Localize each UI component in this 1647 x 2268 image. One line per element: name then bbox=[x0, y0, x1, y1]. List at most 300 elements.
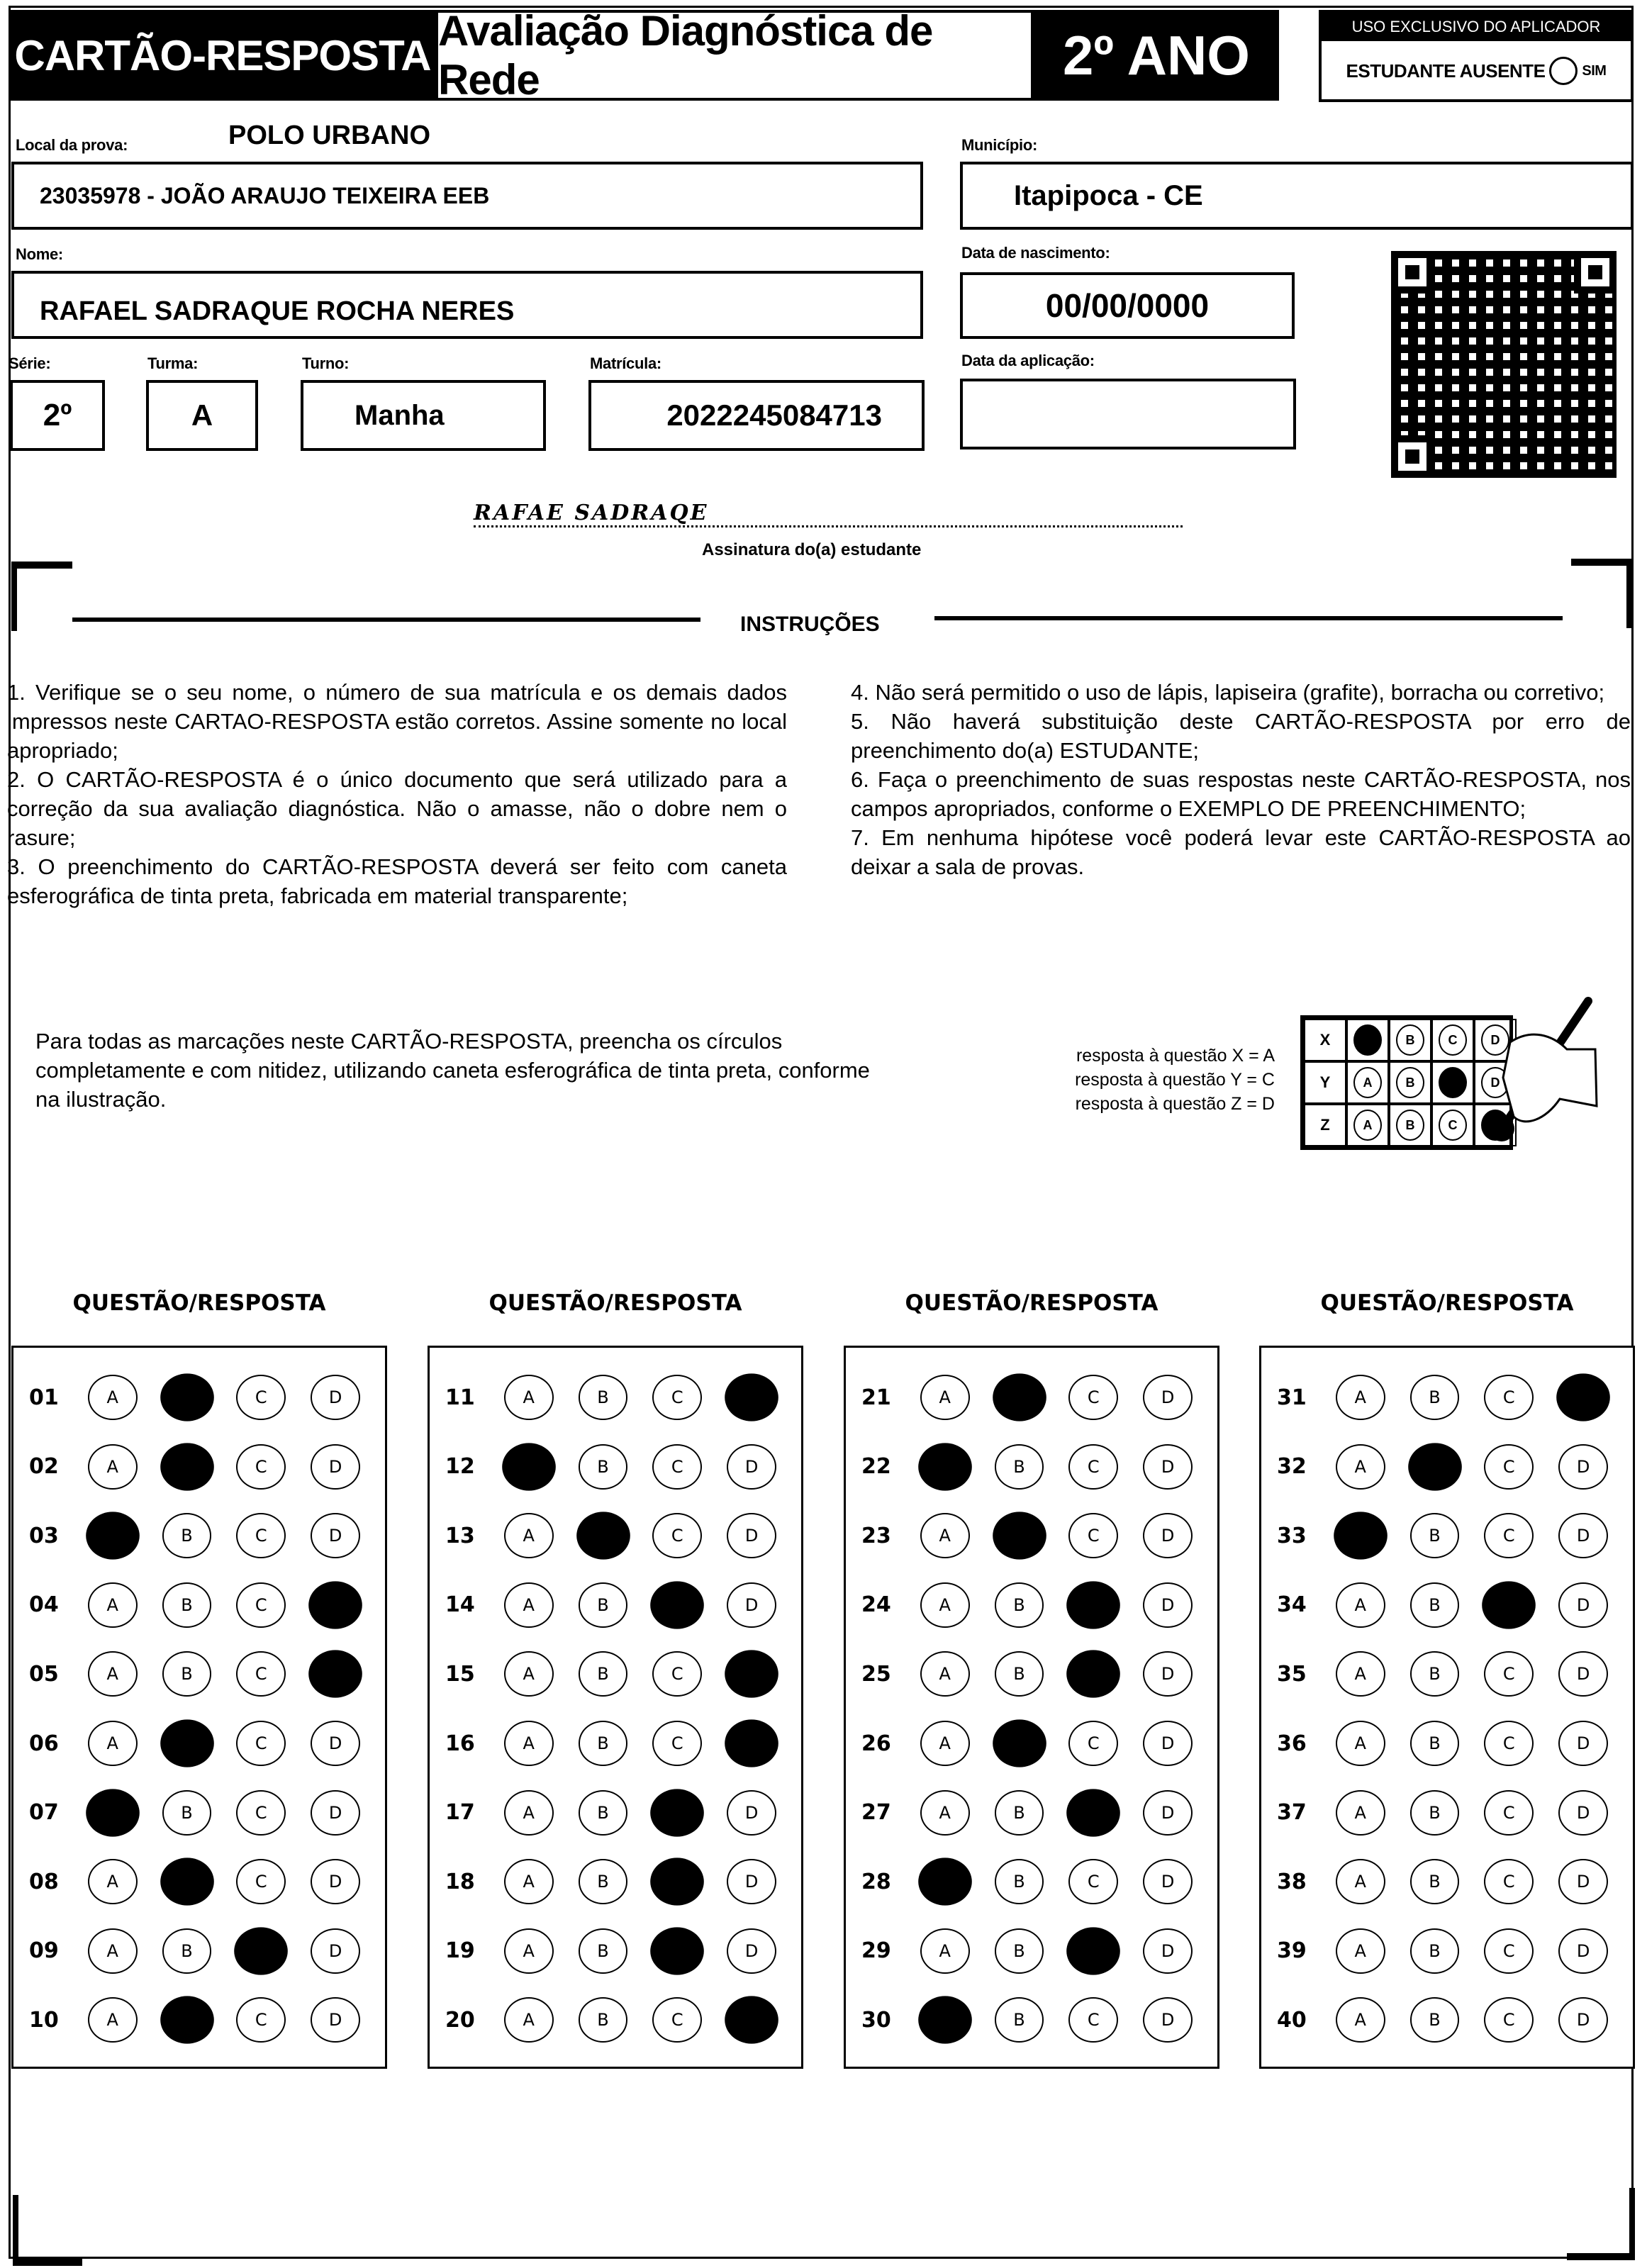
question-row bbox=[1261, 1853, 1633, 1910]
answer-bubble-a[interactable]: A bbox=[504, 1859, 554, 1904]
question-number: 08 bbox=[29, 1869, 59, 1894]
local-label: Local da prova: bbox=[16, 136, 128, 154]
answer-bubble-d[interactable]: D bbox=[727, 1790, 776, 1836]
answer-bubble-a[interactable]: A bbox=[504, 1928, 554, 1974]
grade-title: 2º ANO bbox=[1034, 10, 1279, 101]
applicator-box bbox=[1319, 10, 1634, 102]
answer-bubble-a[interactable]: A bbox=[1336, 1721, 1385, 1766]
question-row bbox=[1261, 1439, 1633, 1495]
answer-bubble-d[interactable] bbox=[725, 1373, 778, 1421]
aplicacao-field[interactable] bbox=[960, 379, 1296, 449]
question-row bbox=[13, 1992, 385, 2048]
answer-bubble-b[interactable] bbox=[160, 1996, 213, 2044]
answer-bubble-d[interactable]: D bbox=[1143, 1375, 1193, 1420]
answer-bubble-d[interactable]: D bbox=[1558, 1721, 1608, 1766]
question-number: 23 bbox=[861, 1523, 891, 1548]
answer-bubble-a[interactable]: A bbox=[88, 1928, 138, 1974]
answer-bubble-b[interactable]: B bbox=[1410, 1721, 1460, 1766]
example-line: resposta à questão Z = D bbox=[1075, 1094, 1275, 1114]
turno-value: Manha bbox=[354, 399, 445, 431]
answer-bubble-d[interactable]: D bbox=[1558, 1513, 1608, 1558]
answer-bubble-d[interactable]: D bbox=[311, 1513, 360, 1558]
question-number: 25 bbox=[861, 1661, 891, 1687]
corner-mark-top-left bbox=[11, 562, 72, 631]
question-row bbox=[1261, 1784, 1633, 1841]
answer-bubble-c[interactable]: C bbox=[236, 1859, 286, 1904]
answer-bubble-c[interactable]: C bbox=[1484, 1444, 1534, 1490]
answer-bubble-b[interactable]: B bbox=[1410, 1928, 1460, 1974]
example-bubble bbox=[1353, 1024, 1382, 1056]
example-cell bbox=[1389, 1061, 1431, 1104]
local-value: 23035978 - JOÃO ARAUJO TEIXEIRA EEB bbox=[40, 182, 490, 208]
question-number: 32 bbox=[1277, 1454, 1307, 1480]
answer-bubble-c[interactable] bbox=[1067, 1581, 1120, 1629]
local-region: POLO URBANO bbox=[228, 121, 430, 150]
answer-bubble-d[interactable]: D bbox=[1558, 1997, 1608, 2043]
answer-bubble-b[interactable]: B bbox=[579, 1721, 628, 1766]
block-header: QUESTÃO/RESPOSTA bbox=[905, 1290, 1159, 1316]
answer-bubble-c[interactable] bbox=[651, 1927, 704, 1974]
serie-value: 2º bbox=[43, 398, 72, 432]
question-number: 01 bbox=[29, 1385, 59, 1410]
answer-bubble-a[interactable]: A bbox=[920, 1790, 970, 1836]
question-number: 28 bbox=[861, 1869, 891, 1894]
answer-bubble-c[interactable]: C bbox=[1484, 1721, 1534, 1766]
answer-bubble-a[interactable] bbox=[86, 1512, 139, 1560]
example-row-label: Z bbox=[1304, 1104, 1346, 1146]
answer-bubble-d[interactable]: D bbox=[1143, 1928, 1193, 1974]
answer-bubble-c[interactable]: C bbox=[1484, 1859, 1534, 1904]
answer-bubble-a[interactable]: A bbox=[504, 1721, 554, 1766]
question-row bbox=[13, 1577, 385, 1633]
answer-bubble-a[interactable] bbox=[918, 1443, 971, 1490]
answer-bubble-a[interactable]: A bbox=[88, 1859, 138, 1904]
example-bubble: B bbox=[1396, 1067, 1424, 1098]
question-number: 30 bbox=[861, 2007, 891, 2033]
answer-bubble-a[interactable]: A bbox=[920, 1582, 970, 1628]
answer-bubble-c[interactable] bbox=[1067, 1927, 1120, 1974]
answer-bubble-a[interactable]: A bbox=[1336, 1997, 1385, 2043]
question-row bbox=[846, 1577, 1217, 1633]
answer-bubble-b[interactable]: B bbox=[1410, 1513, 1460, 1558]
question-row bbox=[1261, 1923, 1633, 1979]
answer-bubble-d[interactable]: D bbox=[1143, 1651, 1193, 1697]
example-line: resposta à questão Y = C bbox=[1075, 1070, 1275, 1090]
example-cell bbox=[1346, 1019, 1389, 1061]
question-number: 12 bbox=[445, 1454, 475, 1480]
answer-bubble-b[interactable]: B bbox=[579, 1582, 628, 1628]
answer-bubble-b[interactable] bbox=[160, 1858, 213, 1906]
answer-bubble-a[interactable]: A bbox=[504, 1582, 554, 1628]
answer-bubble-c[interactable]: C bbox=[1484, 1513, 1534, 1558]
answer-bubble-b[interactable]: B bbox=[579, 1444, 628, 1490]
example-bubble: D bbox=[1481, 1024, 1509, 1056]
applicator-title: USO EXCLUSIVO DO APLICADOR bbox=[1322, 13, 1631, 41]
municipio-label: Município: bbox=[961, 136, 1037, 154]
question-row bbox=[846, 1992, 1217, 2048]
question-row bbox=[846, 1439, 1217, 1495]
aplicacao-label: Data da aplicação: bbox=[961, 352, 1095, 369]
answer-bubble-c[interactable] bbox=[1067, 1650, 1120, 1698]
answer-bubble-b[interactable]: B bbox=[579, 1997, 628, 2043]
question-row bbox=[13, 1923, 385, 1979]
answer-bubble-c[interactable]: C bbox=[236, 1721, 286, 1766]
answer-bubble-d[interactable]: D bbox=[1143, 1997, 1193, 2043]
question-number: 09 bbox=[29, 1938, 59, 1964]
question-row bbox=[430, 1784, 801, 1841]
answer-bubble-a[interactable] bbox=[502, 1443, 555, 1490]
answer-bubble-d[interactable] bbox=[308, 1581, 362, 1629]
question-number: 03 bbox=[29, 1523, 59, 1548]
answer-bubble-a[interactable]: A bbox=[1336, 1444, 1385, 1490]
answer-bubble-d[interactable]: D bbox=[727, 1928, 776, 1974]
example-bubble: A bbox=[1353, 1110, 1382, 1141]
answer-bubble-b[interactable]: B bbox=[1410, 1582, 1460, 1628]
answer-bubble-a[interactable]: A bbox=[504, 1513, 554, 1558]
answer-bubble-a[interactable]: A bbox=[504, 1651, 554, 1697]
local-field bbox=[11, 162, 923, 230]
answer-bubble-d[interactable]: D bbox=[311, 1859, 360, 1904]
answer-bubble-b[interactable]: B bbox=[579, 1859, 628, 1904]
corner-mark-bottom-left bbox=[13, 2195, 82, 2266]
answer-bubble-a[interactable]: A bbox=[88, 1582, 138, 1628]
answer-bubble-a[interactable]: A bbox=[88, 1997, 138, 2043]
answer-bubble-b[interactable]: B bbox=[995, 1997, 1044, 2043]
turma-value: A bbox=[191, 398, 213, 432]
answer-bubble-c[interactable]: C bbox=[1484, 1928, 1534, 1974]
instruction-item: 3. O preenchimento do CARTÃO-RESPOSTA deverá ser feito com caneta esferográfica de tinta preta, fabricada em material transparente; bbox=[7, 854, 787, 908]
question-row bbox=[846, 1507, 1217, 1564]
absent-bubble[interactable] bbox=[1549, 57, 1578, 85]
answer-bubble-b[interactable]: B bbox=[579, 1790, 628, 1836]
answer-bubble-a[interactable]: A bbox=[1336, 1375, 1385, 1420]
answer-bubble-b[interactable] bbox=[993, 1373, 1046, 1421]
answer-bubble-c[interactable]: C bbox=[652, 1651, 702, 1697]
example-row-label: X bbox=[1304, 1019, 1346, 1061]
answer-bubble-c[interactable]: C bbox=[1068, 1444, 1118, 1490]
answer-bubble-a[interactable]: A bbox=[1336, 1790, 1385, 1836]
answer-bubble-b[interactable] bbox=[160, 1719, 213, 1767]
answer-bubble-d[interactable]: D bbox=[311, 1790, 360, 1836]
answer-bubble-d[interactable]: D bbox=[727, 1582, 776, 1628]
answer-bubble-c[interactable]: C bbox=[1484, 1651, 1534, 1697]
block-header: QUESTÃO/RESPOSTA bbox=[1320, 1290, 1574, 1316]
instruction-item: 7. Em nenhuma hipótese você poderá levar este CARTÃO-RESPOSTA ao deixar a sala de provas. bbox=[851, 825, 1631, 879]
answer-bubble-a[interactable]: A bbox=[920, 1721, 970, 1766]
answer-bubble-d[interactable]: D bbox=[311, 1444, 360, 1490]
answer-bubble-c[interactable]: C bbox=[236, 1997, 286, 2043]
serie-label: Série: bbox=[9, 354, 51, 372]
hand-pen-icon bbox=[1461, 993, 1602, 1149]
answer-bubble-b[interactable]: B bbox=[1410, 1859, 1460, 1904]
instructions-rule-left bbox=[72, 618, 700, 622]
answer-bubble-b[interactable] bbox=[160, 1443, 213, 1490]
answer-bubble-a[interactable]: A bbox=[88, 1651, 138, 1697]
instruction-item: 5. Não haverá substituição deste CARTÃO-RESPOSTA por erro de preenchimento do(a) ESTUDANTE; bbox=[851, 709, 1631, 763]
question-number: 20 bbox=[445, 2007, 475, 2033]
example-line: resposta à questão X = A bbox=[1076, 1046, 1275, 1066]
answer-bubble-a[interactable]: A bbox=[1336, 1928, 1385, 1974]
answer-bubble-d[interactable] bbox=[725, 1719, 778, 1767]
answer-bubble-d[interactable]: D bbox=[1558, 1790, 1608, 1836]
answer-bubble-c[interactable]: C bbox=[236, 1582, 286, 1628]
example-bubble: C bbox=[1439, 1110, 1467, 1141]
question-number: 27 bbox=[861, 1800, 891, 1826]
answer-bubble-c[interactable]: C bbox=[236, 1651, 286, 1697]
question-row bbox=[430, 1646, 801, 1702]
instructions-rule-right bbox=[934, 616, 1563, 620]
question-number: 36 bbox=[1277, 1731, 1307, 1756]
answer-bubble-b[interactable]: B bbox=[1410, 1997, 1460, 2043]
question-number: 16 bbox=[445, 1731, 475, 1756]
question-number: 21 bbox=[861, 1385, 891, 1410]
answer-bubble-a[interactable]: A bbox=[88, 1375, 138, 1420]
question-number: 34 bbox=[1277, 1592, 1307, 1618]
answer-bubble-d[interactable]: D bbox=[1143, 1582, 1193, 1628]
answer-bubble-c[interactable]: C bbox=[236, 1513, 286, 1558]
question-row bbox=[13, 1784, 385, 1841]
question-number: 18 bbox=[445, 1869, 475, 1894]
question-row bbox=[430, 1923, 801, 1979]
question-row bbox=[430, 1439, 801, 1495]
instructions-right bbox=[851, 678, 1631, 881]
answer-bubble-a[interactable] bbox=[1334, 1512, 1387, 1560]
answer-bubble-c[interactable]: C bbox=[652, 1375, 702, 1420]
matricula-label: Matrícula: bbox=[590, 354, 661, 372]
answer-bubble-c[interactable]: C bbox=[236, 1375, 286, 1420]
corner-mark-bottom-right bbox=[1567, 2188, 1635, 2260]
answer-bubble-a[interactable]: A bbox=[88, 1721, 138, 1766]
answer-bubble-d[interactable] bbox=[725, 1996, 778, 2044]
question-number: 26 bbox=[861, 1731, 891, 1756]
answer-bubble-b[interactable]: B bbox=[1410, 1651, 1460, 1697]
serie-field bbox=[10, 380, 105, 451]
answer-bubble-b[interactable]: B bbox=[162, 1513, 212, 1558]
instructions-title: INSTRUÇÕES bbox=[740, 613, 880, 636]
question-row bbox=[1261, 1507, 1633, 1564]
question-number: 07 bbox=[29, 1800, 59, 1826]
answer-bubble-a[interactable]: A bbox=[504, 1375, 554, 1420]
question-row bbox=[1261, 1577, 1633, 1633]
answer-bubble-d[interactable]: D bbox=[1143, 1513, 1193, 1558]
answer-bubble-b[interactable]: B bbox=[579, 1928, 628, 1974]
answer-bubble-b[interactable] bbox=[576, 1512, 630, 1560]
answer-bubble-c[interactable] bbox=[1483, 1581, 1536, 1629]
answer-bubble-a[interactable]: A bbox=[920, 1375, 970, 1420]
answer-bubble-c[interactable]: C bbox=[236, 1444, 286, 1490]
nascimento-label: Data de nascimento: bbox=[961, 244, 1110, 262]
answer-bubble-b[interactable] bbox=[993, 1512, 1046, 1560]
answer-bubble-d[interactable]: D bbox=[311, 1375, 360, 1420]
turno-label: Turno: bbox=[302, 354, 350, 372]
answer-bubble-d[interactable]: D bbox=[1143, 1859, 1193, 1904]
question-number: 39 bbox=[1277, 1938, 1307, 1964]
absent-option-label: SIM bbox=[1582, 62, 1607, 79]
municipio-field bbox=[960, 162, 1634, 230]
answer-bubble-b[interactable] bbox=[993, 1719, 1046, 1767]
question-number: 06 bbox=[29, 1731, 59, 1756]
answer-bubble-a[interactable]: A bbox=[504, 1790, 554, 1836]
answer-bubble-a[interactable] bbox=[918, 1858, 971, 1906]
answer-bubble-b[interactable]: B bbox=[1410, 1375, 1460, 1420]
question-row bbox=[13, 1439, 385, 1495]
answer-bubble-a[interactable]: A bbox=[920, 1513, 970, 1558]
question-row bbox=[846, 1715, 1217, 1772]
answer-bubble-c[interactable]: C bbox=[652, 1513, 702, 1558]
answer-bubble-b[interactable]: B bbox=[162, 1790, 212, 1836]
answer-block-2 bbox=[428, 1346, 803, 2069]
answer-bubble-b[interactable]: B bbox=[995, 1928, 1044, 1974]
answer-bubble-d[interactable]: D bbox=[727, 1444, 776, 1490]
signature-line[interactable] bbox=[474, 501, 1183, 527]
answer-bubble-a[interactable]: A bbox=[920, 1651, 970, 1697]
answer-bubble-d[interactable] bbox=[725, 1650, 778, 1698]
answer-bubble-c[interactable]: C bbox=[652, 1997, 702, 2043]
answer-bubble-b[interactable]: B bbox=[995, 1790, 1044, 1836]
question-row bbox=[846, 1853, 1217, 1910]
answer-bubble-c[interactable]: C bbox=[1068, 1997, 1118, 2043]
question-number: 14 bbox=[445, 1592, 475, 1618]
exam-title: Avaliação Diagnóstica de Rede bbox=[435, 10, 1034, 101]
answer-bubble-a[interactable] bbox=[86, 1789, 139, 1836]
example-cell bbox=[1389, 1019, 1431, 1061]
question-number: 13 bbox=[445, 1523, 475, 1548]
instruction-item: 6. Faça o preenchimento de suas respostas neste CARTÃO-RESPOSTA, nos campos apropriados, conforme o EXEMPLO DE PREENCHIMENTO; bbox=[851, 767, 1631, 821]
answer-bubble-c[interactable]: C bbox=[1484, 1375, 1534, 1420]
matricula-value: 2022245084713 bbox=[666, 398, 882, 432]
answer-bubble-b[interactable] bbox=[1408, 1443, 1461, 1490]
answer-bubble-b[interactable]: B bbox=[995, 1651, 1044, 1697]
question-number: 35 bbox=[1277, 1661, 1307, 1687]
answer-bubble-c[interactable]: C bbox=[1068, 1721, 1118, 1766]
answer-bubble-d[interactable] bbox=[1556, 1373, 1609, 1421]
answer-bubble-d[interactable]: D bbox=[1558, 1444, 1608, 1490]
answer-bubble-a[interactable]: A bbox=[1336, 1651, 1385, 1697]
example-bubble: B bbox=[1396, 1110, 1424, 1141]
example-cell bbox=[1346, 1061, 1389, 1104]
answer-bubble-a[interactable]: A bbox=[1336, 1859, 1385, 1904]
answer-block-3 bbox=[844, 1346, 1219, 2069]
answer-bubble-d[interactable]: D bbox=[727, 1859, 776, 1904]
nome-value: RAFAEL SADRAQUE ROCHA NERES bbox=[40, 296, 515, 326]
question-row bbox=[1261, 1992, 1633, 2048]
answer-bubble-d[interactable]: D bbox=[1558, 1928, 1608, 1974]
qr-code bbox=[1391, 251, 1617, 478]
question-number: 24 bbox=[861, 1592, 891, 1618]
answer-bubble-d[interactable]: D bbox=[1558, 1582, 1608, 1628]
answer-bubble-b[interactable]: B bbox=[995, 1859, 1044, 1904]
answer-bubble-d[interactable]: D bbox=[1558, 1859, 1608, 1904]
answer-bubble-b[interactable]: B bbox=[995, 1444, 1044, 1490]
answer-bubble-a[interactable]: A bbox=[920, 1928, 970, 1974]
absent-label: ESTUDANTE AUSENTE bbox=[1346, 60, 1546, 82]
answer-bubble-b[interactable]: B bbox=[1410, 1790, 1460, 1836]
answer-bubble-a[interactable]: A bbox=[88, 1444, 138, 1490]
question-number: 29 bbox=[861, 1938, 891, 1964]
question-row bbox=[846, 1784, 1217, 1841]
nome-label: Nome: bbox=[16, 245, 63, 263]
answer-bubble-b[interactable]: B bbox=[995, 1582, 1044, 1628]
question-row bbox=[430, 1715, 801, 1772]
answer-bubble-c[interactable]: C bbox=[1068, 1375, 1118, 1420]
answer-bubble-c[interactable] bbox=[235, 1927, 288, 1974]
question-row bbox=[13, 1853, 385, 1910]
example-row-label: Y bbox=[1304, 1061, 1346, 1104]
answer-bubble-b[interactable]: B bbox=[579, 1375, 628, 1420]
answer-bubble-a[interactable]: A bbox=[504, 1997, 554, 2043]
answer-bubble-c[interactable] bbox=[1067, 1789, 1120, 1836]
answer-bubble-c[interactable]: C bbox=[1484, 1790, 1534, 1836]
answer-bubble-d[interactable]: D bbox=[1143, 1444, 1193, 1490]
question-row bbox=[13, 1507, 385, 1564]
question-row bbox=[1261, 1646, 1633, 1702]
example-bubble: A bbox=[1353, 1067, 1382, 1098]
example-bubble: C bbox=[1439, 1024, 1467, 1056]
answer-bubble-d[interactable]: D bbox=[1143, 1790, 1193, 1836]
instruction-item: 2. O CARTÃO-RESPOSTA é o único documento que será utilizado para a correção da sua avaliação diagnóstica. Não o amasse, não o dobre nem o rasure; bbox=[7, 767, 787, 850]
answer-bubble-d[interactable] bbox=[308, 1650, 362, 1698]
answer-bubble-c[interactable]: C bbox=[1484, 1997, 1534, 2043]
answer-bubble-c[interactable]: C bbox=[1068, 1859, 1118, 1904]
answer-bubble-a[interactable]: A bbox=[1336, 1582, 1385, 1628]
answer-bubble-c[interactable] bbox=[651, 1858, 704, 1906]
answer-bubble-d[interactable]: D bbox=[311, 1928, 360, 1974]
answer-bubble-c[interactable]: C bbox=[1068, 1513, 1118, 1558]
answer-bubble-b[interactable]: B bbox=[162, 1651, 212, 1697]
nascimento-field bbox=[960, 272, 1295, 339]
question-row bbox=[430, 1992, 801, 2048]
question-number: 15 bbox=[445, 1661, 475, 1687]
question-number: 11 bbox=[445, 1385, 475, 1410]
answer-bubble-d[interactable]: D bbox=[311, 1997, 360, 2043]
signature-caption: Assinatura do(a) estudante bbox=[702, 540, 922, 559]
question-number: 10 bbox=[29, 2007, 59, 2033]
question-number: 02 bbox=[29, 1454, 59, 1480]
question-number: 37 bbox=[1277, 1800, 1307, 1826]
answer-bubble-d[interactable]: D bbox=[1143, 1721, 1193, 1766]
answer-bubble-d[interactable]: D bbox=[311, 1721, 360, 1766]
nome-field bbox=[11, 271, 923, 339]
answer-bubble-c[interactable]: C bbox=[652, 1721, 702, 1766]
answer-bubble-c[interactable]: C bbox=[236, 1790, 286, 1836]
question-row bbox=[430, 1577, 801, 1633]
answer-bubble-b[interactable]: B bbox=[579, 1651, 628, 1697]
answer-bubble-c[interactable] bbox=[651, 1581, 704, 1629]
answer-bubble-d[interactable]: D bbox=[1558, 1651, 1608, 1697]
question-number: 33 bbox=[1277, 1523, 1307, 1548]
question-row bbox=[430, 1853, 801, 1910]
instructions-left bbox=[7, 678, 787, 910]
answer-bubble-b[interactable] bbox=[160, 1373, 213, 1421]
answer-bubble-b[interactable]: B bbox=[162, 1582, 212, 1628]
municipio-value: Itapipoca - CE bbox=[1014, 179, 1203, 211]
question-row bbox=[13, 1646, 385, 1702]
answer-bubble-a[interactable] bbox=[918, 1996, 971, 2044]
example-bubble: B bbox=[1396, 1024, 1424, 1056]
nascimento-value: 00/00/0000 bbox=[1045, 287, 1210, 324]
example-bubble: D bbox=[1481, 1067, 1509, 1098]
example-cell bbox=[1346, 1104, 1389, 1146]
matricula-field bbox=[588, 380, 925, 451]
question-number: 31 bbox=[1277, 1385, 1307, 1410]
answer-block-1 bbox=[11, 1346, 387, 2069]
answer-bubble-d[interactable]: D bbox=[727, 1513, 776, 1558]
answer-bubble-c[interactable]: C bbox=[652, 1444, 702, 1490]
answer-bubble-b[interactable]: B bbox=[162, 1928, 212, 1974]
question-number: 19 bbox=[445, 1938, 475, 1964]
question-row bbox=[1261, 1369, 1633, 1426]
answer-bubble-c[interactable] bbox=[651, 1789, 704, 1836]
